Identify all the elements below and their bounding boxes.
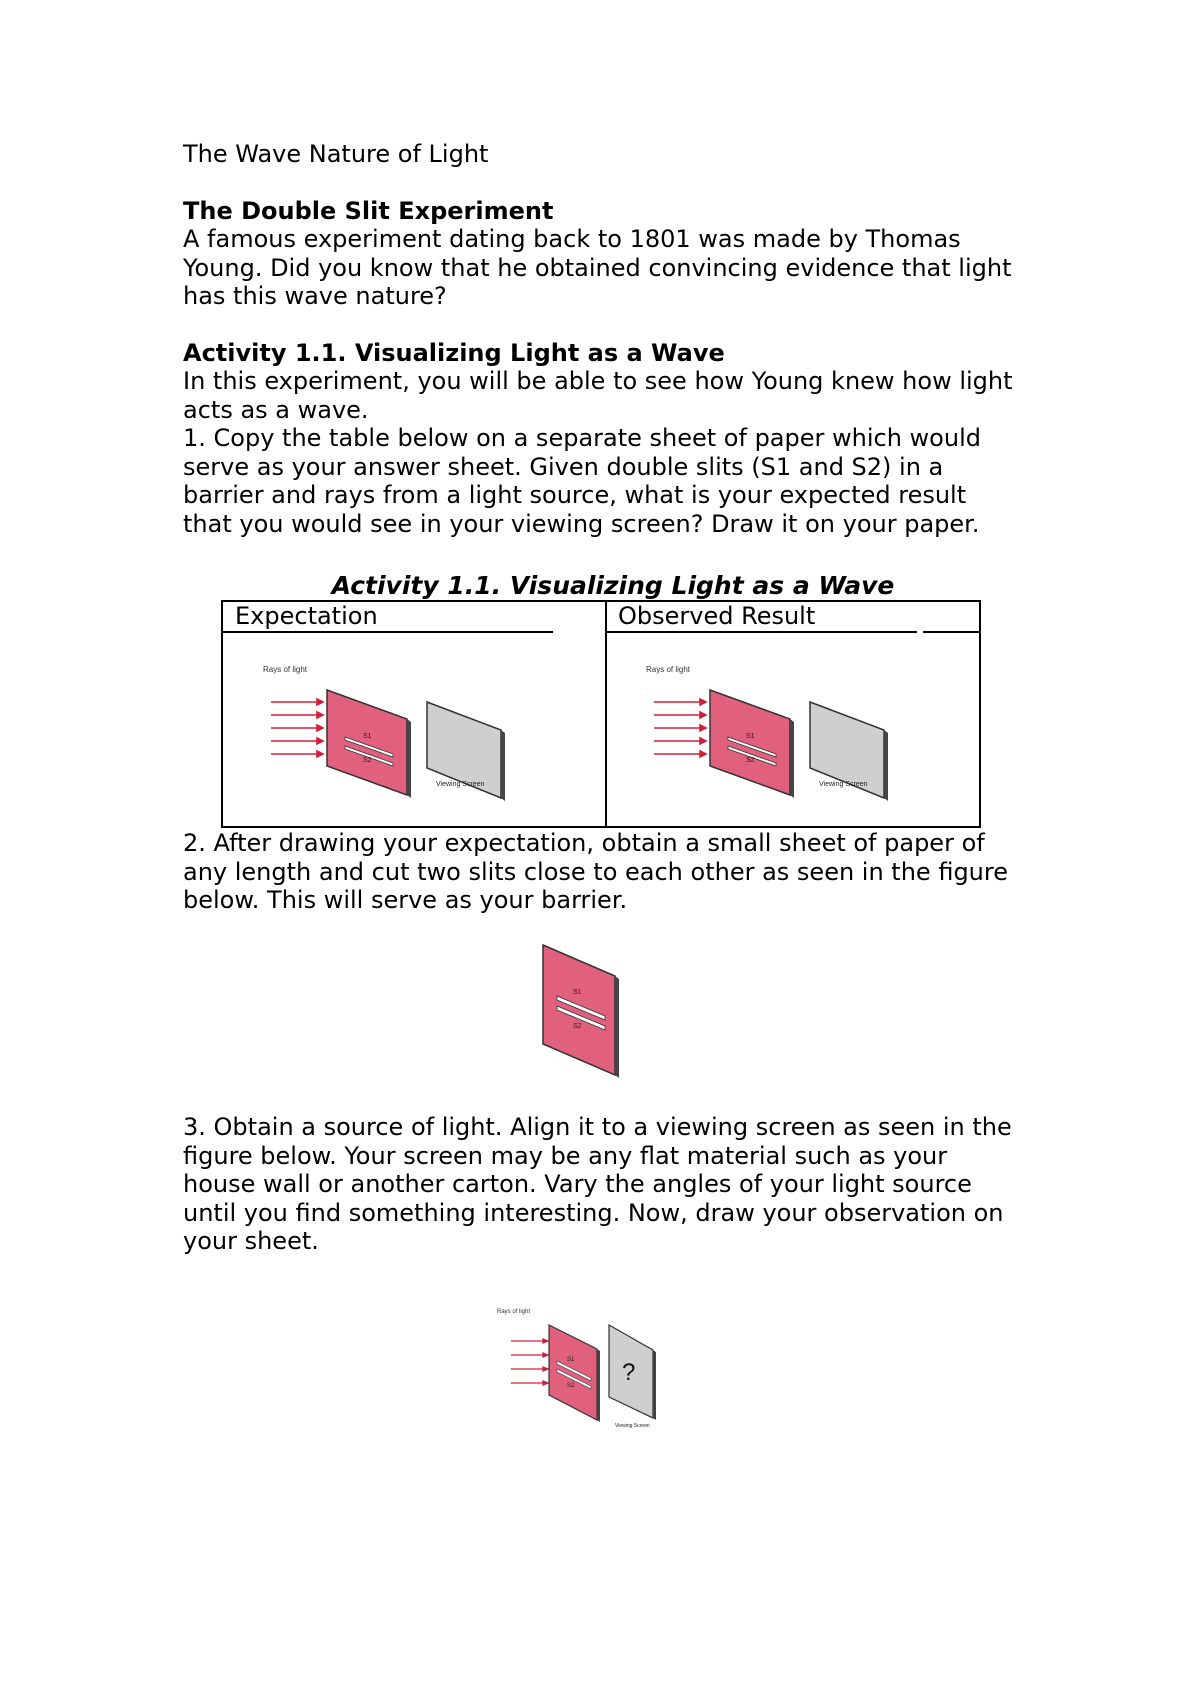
activity-line: that you would see in your viewing screen? Draw it on your paper. <box>183 509 980 538</box>
table-column-divider <box>605 602 607 826</box>
screen-label: Viewing Screen <box>819 781 868 788</box>
step3-line: figure below. Your screen may be any flat material such as your <box>183 1141 948 1170</box>
double-slit-figure <box>261 662 521 802</box>
screen-label: Viewing Screen <box>436 781 485 788</box>
light-rays <box>271 699 323 757</box>
rays-label: Rays of light <box>646 665 691 674</box>
table-caption-wrap <box>183 571 1043 601</box>
slit2-label: S2 <box>573 1023 582 1030</box>
screen-label: Viewing Screen <box>615 1423 650 1429</box>
table-caption: Activity 1.1. Visualizing Light as a Wave <box>331 571 895 600</box>
step-2 <box>183 829 1043 915</box>
light-rays <box>511 1339 548 1385</box>
step2-line: 2. After drawing your expectation, obtain a small sheet of paper of <box>183 829 985 857</box>
rays-label: Rays of light <box>497 1309 531 1315</box>
intro-line: has this wave nature? <box>183 282 447 310</box>
light-rays <box>654 699 706 757</box>
slit2-label: S2 <box>746 757 755 764</box>
table-header-rule <box>923 631 981 633</box>
activity-line: serve as your answer sheet. Given double slits (S1 and S2) in a <box>183 452 944 481</box>
slit1-label: S1 <box>746 733 755 740</box>
table-header-observed: Observed Result <box>618 602 816 630</box>
slit2-label: S2 <box>363 757 372 764</box>
step2-line: any length and cut two slits close to each other as seen in the figure <box>183 857 1008 886</box>
barrier <box>549 1325 597 1420</box>
question-mark: ? <box>622 1359 636 1386</box>
section-heading: The Double Slit Experiment <box>183 196 554 225</box>
step-3 <box>183 1113 1043 1256</box>
step2-line: below. This will serve as your barrier. <box>183 886 628 914</box>
slit1-label: S1 <box>567 1357 575 1363</box>
step3-line: your sheet. <box>183 1227 319 1255</box>
document-body <box>183 140 1043 538</box>
activity-line: barrier and rays from a light source, what is your expected result <box>183 481 967 509</box>
table-header-expectation: Expectation <box>235 602 378 630</box>
barrier <box>327 690 407 795</box>
activity-line: In this experiment, you will be able to see how Young knew how light <box>183 367 1013 395</box>
table-header-rule <box>223 631 553 633</box>
step3-line: 3. Obtain a source of light. Align it to a viewing screen as seen in the <box>183 1113 1012 1141</box>
table-header-rule <box>607 631 917 633</box>
step3-line: until you find something interesting. Now, draw your observation on <box>183 1198 1004 1227</box>
step3-line: house wall or another carton. Vary the angles of your light source <box>183 1170 972 1198</box>
barrier <box>543 945 615 1075</box>
rays-label: Rays of light <box>263 665 308 674</box>
screen-question-figure <box>495 1305 675 1430</box>
activity-table <box>221 600 981 828</box>
slit1-label: S1 <box>363 733 372 740</box>
barrier <box>710 690 790 795</box>
activity-line: 1. Copy the table below on a separate sheet of paper which would <box>183 424 981 452</box>
activity-line: acts as a wave. <box>183 395 369 424</box>
slit2-label: S2 <box>567 1383 575 1389</box>
slit1-label: S1 <box>573 989 582 996</box>
activity-heading: Activity 1.1. Visualizing Light as a Wave <box>183 338 725 367</box>
intro-line: A famous experiment dating back to 1801 was made by Thomas <box>183 225 961 253</box>
intro-line: Young. Did you know that he obtained convincing evidence that light <box>183 253 1012 282</box>
double-slit-figure <box>644 662 904 802</box>
document-title: The Wave Nature of Light <box>183 140 489 168</box>
barrier-figure <box>535 940 625 1080</box>
